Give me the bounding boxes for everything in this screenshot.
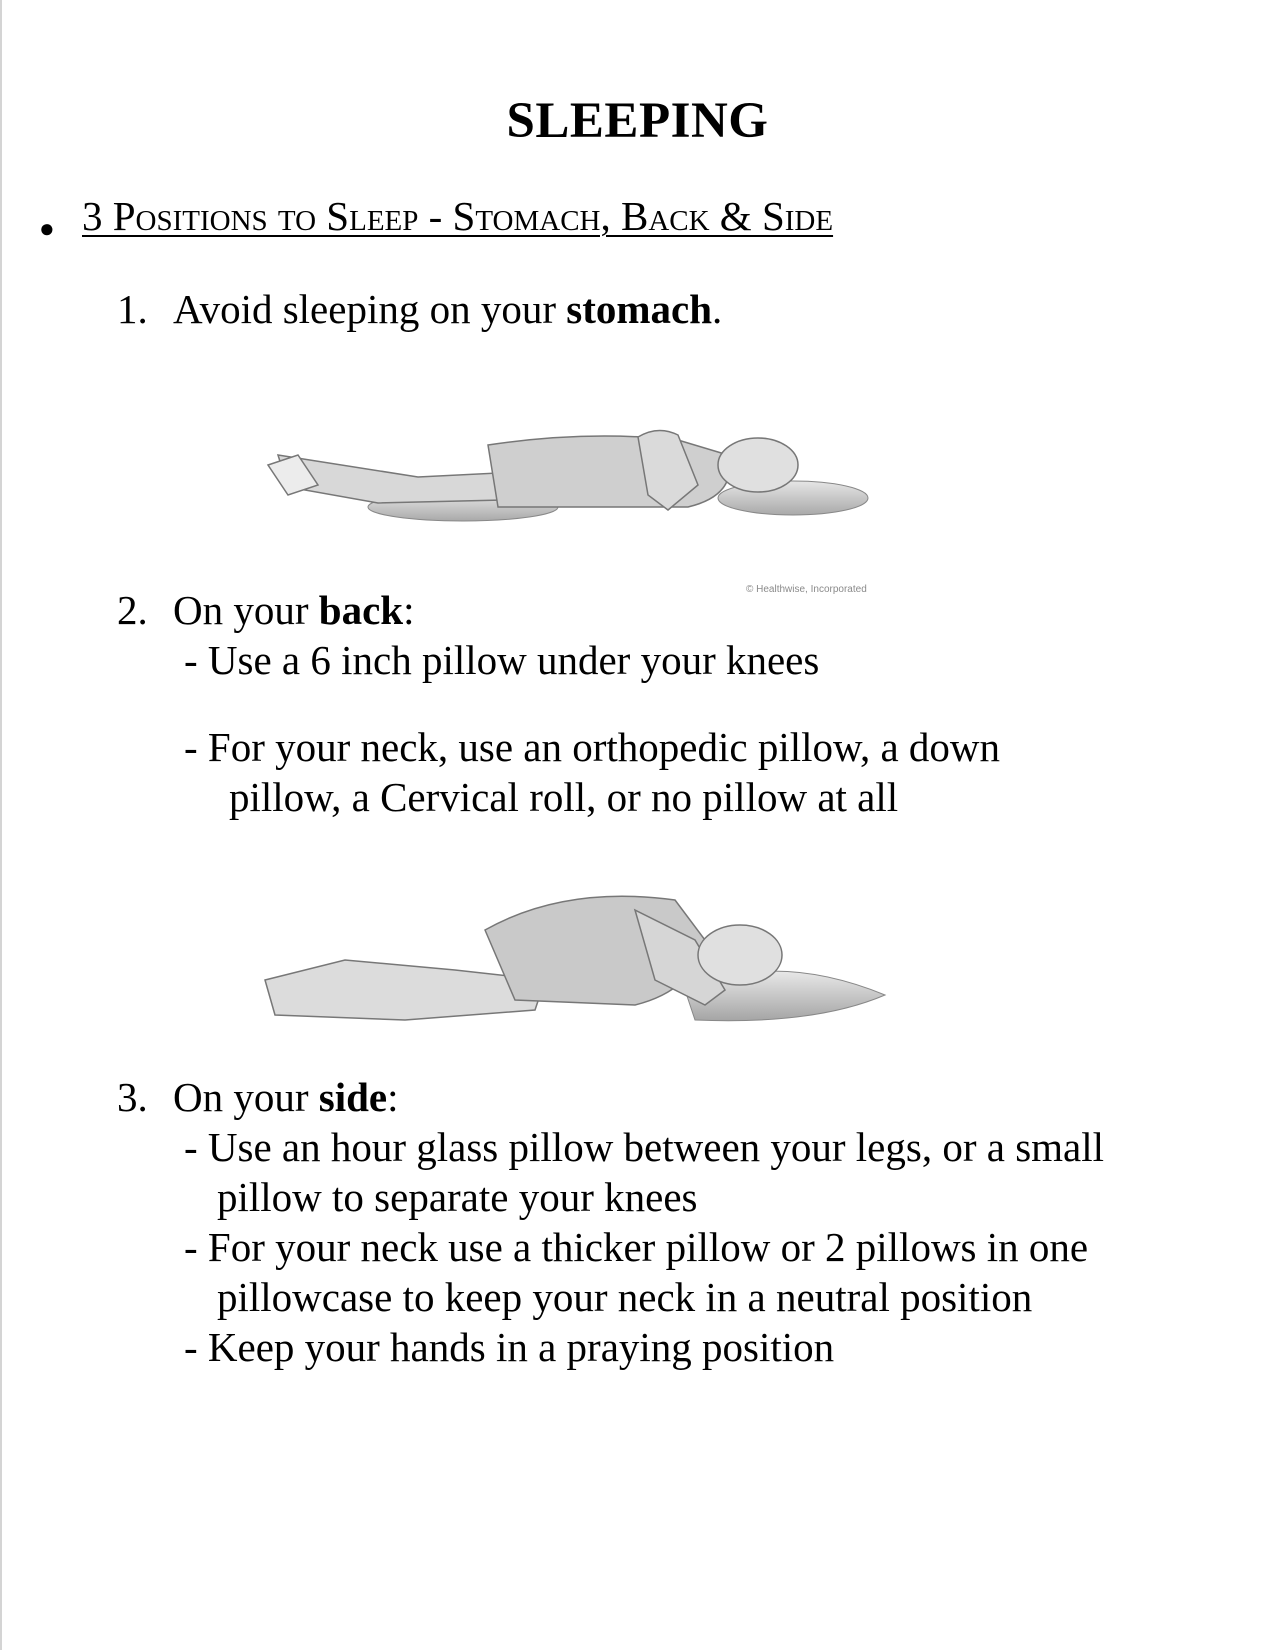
item-1-bold: stomach bbox=[566, 286, 713, 332]
item-2-punct: : bbox=[403, 587, 415, 633]
item-3-sub-2: - For your neck use a thicker pillow or 2 pillows in one bbox=[184, 1224, 1089, 1270]
page-title: SLEEPING bbox=[506, 93, 769, 149]
item-1-number: 1. bbox=[117, 286, 148, 332]
section-heading: 3 Positions to Sleep - Stomach, Back & Side bbox=[82, 193, 834, 239]
item-2-text: On your bbox=[173, 587, 319, 633]
item-3-bold: side bbox=[318, 1074, 388, 1120]
item-3-text: On your bbox=[173, 1074, 319, 1120]
page-edge bbox=[0, 0, 2, 1650]
bullet-icon: ● bbox=[39, 214, 55, 243]
item-2-bold: back bbox=[318, 587, 404, 633]
item-3-punct: : bbox=[387, 1074, 399, 1120]
item-2-number: 2. bbox=[117, 587, 148, 633]
item-1-text: Avoid sleeping on your bbox=[173, 286, 567, 332]
item-3-sub-3: - Keep your hands in a praying position bbox=[184, 1324, 835, 1370]
person-lying-on-side-illustration bbox=[255, 880, 895, 1030]
person-lying-on-back-illustration bbox=[258, 415, 878, 530]
item-2-sub-2: - For your neck, use an orthopedic pillow, a down bbox=[184, 724, 1001, 770]
item-2-sub-2-cont: pillow, a Cervical roll, or no pillow at all bbox=[229, 774, 899, 820]
item-2-sub-1: - Use a 6 inch pillow under your knees bbox=[184, 637, 820, 683]
item-2 bbox=[117, 587, 414, 634]
item-1 bbox=[117, 286, 722, 333]
item-3 bbox=[117, 1074, 399, 1121]
item-3-sub-1: - Use an hour glass pillow between your legs, or a small bbox=[184, 1124, 1105, 1170]
item-3-sub-2-cont: pillowcase to keep your neck in a neutral position bbox=[217, 1274, 1033, 1320]
item-3-number: 3. bbox=[117, 1074, 148, 1120]
item-1-punct: . bbox=[712, 286, 723, 332]
illustration-caption: © Healthwise, Incorporated bbox=[746, 584, 867, 595]
item-3-sub-1-cont: pillow to separate your knees bbox=[217, 1174, 698, 1220]
